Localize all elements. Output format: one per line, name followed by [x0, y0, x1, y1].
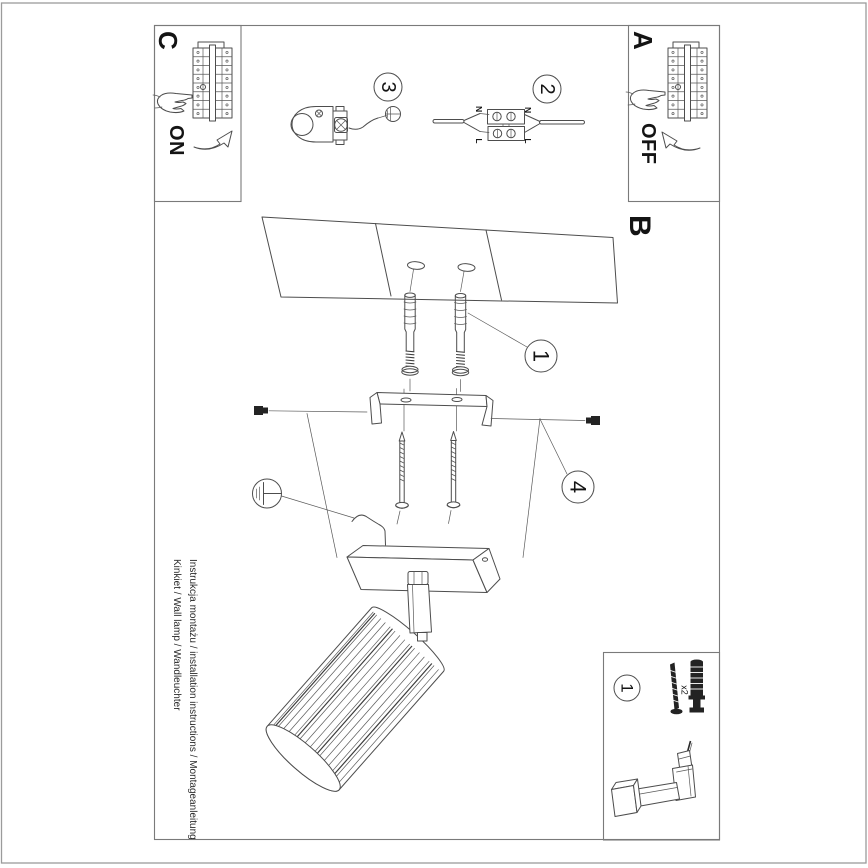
pivot-joint — [408, 572, 432, 642]
callout-4-label: 4 — [565, 480, 591, 494]
footer-line2: Kinkiet / Wall lamp / Wandleuchter — [171, 559, 182, 711]
screwdriver-icon — [253, 479, 282, 508]
parts-box — [604, 653, 720, 841]
callout-1-label: 1 — [528, 349, 554, 363]
step2-wiring-diagram — [433, 75, 585, 144]
off-label: OFF — [637, 123, 659, 165]
step3-terminal-diagram — [291, 73, 402, 145]
footer-text — [171, 559, 198, 840]
wire-label-n-left: N — [474, 105, 484, 113]
wire-label-n-right: N — [523, 106, 533, 114]
anchor-pair-illustration — [402, 293, 557, 392]
lamp-illustration — [259, 546, 500, 800]
page-edge — [2, 3, 867, 863]
side-bolt-left — [254, 406, 268, 415]
bracket-assembly-diagram — [253, 389, 601, 558]
breaker-panel-icon — [193, 42, 232, 121]
side-bolt-right — [586, 416, 600, 425]
callout-2-label: 2 — [536, 83, 558, 95]
breaker-panel-icon — [668, 42, 707, 121]
parts-anchor-icon — [689, 660, 706, 713]
wire-label-l-right: L — [523, 138, 533, 144]
parts-quantity-label: x2 — [679, 685, 690, 695]
callout-3-label: 3 — [377, 81, 399, 93]
wire-label-l-left: L — [474, 138, 484, 144]
screwdriver-icon — [386, 107, 401, 122]
earth-wire — [352, 515, 386, 545]
section-letter-c: C — [153, 31, 183, 50]
on-arrow-icon — [194, 131, 232, 149]
screw-left — [396, 432, 409, 508]
wall-illustration — [262, 217, 618, 303]
screw-right — [447, 432, 460, 508]
parts-callout-label: 1 — [617, 683, 637, 693]
section-a-power-off — [626, 26, 720, 202]
section-letter-a: A — [628, 31, 658, 50]
drill-icon — [612, 741, 696, 817]
pointing-hand-icon — [153, 93, 192, 113]
pointing-hand-icon — [626, 90, 665, 110]
main-frame — [155, 26, 720, 840]
footer-line1: Instrukcja montażu / installation instructions / Montageanleitung — [187, 559, 198, 840]
on-label: ON — [165, 125, 187, 156]
section-letter-b: B — [623, 215, 656, 237]
section-c-power-on — [153, 26, 241, 202]
off-arrow-icon — [662, 132, 700, 150]
